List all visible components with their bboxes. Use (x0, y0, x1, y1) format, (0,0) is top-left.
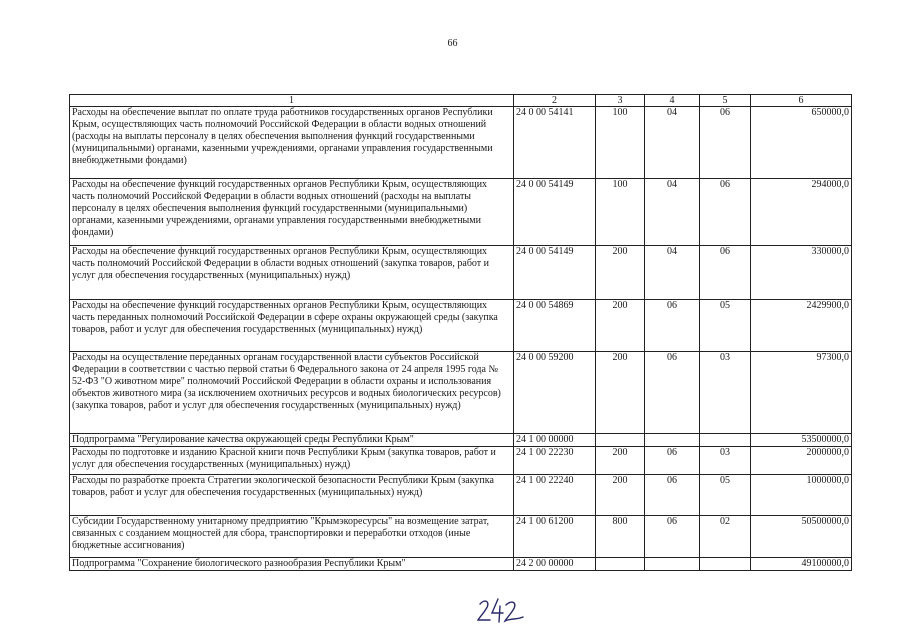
row-description: Расходы по разработке проекта Стратегии экологической безопасности Республики Крым (закупка товаров, работ и услуг для обеспечения государственных (муниципальных) нужд) (70, 475, 514, 516)
header-col-6: 6 (751, 95, 852, 107)
row-amount: 650000,0 (751, 107, 852, 179)
row-expense-type: 800 (596, 516, 645, 558)
row-subsection: 03 (700, 447, 751, 475)
row-section: 06 (645, 300, 700, 352)
table-row (70, 246, 852, 300)
row-expense-type: 200 (596, 475, 645, 516)
row-subsection (700, 434, 751, 447)
row-amount: 294000,0 (751, 179, 852, 246)
row-target-code: 24 0 00 54869 (514, 300, 596, 352)
budget-table (69, 94, 852, 571)
row-expense-type: 200 (596, 246, 645, 300)
page-number: 66 (447, 38, 458, 49)
table-row (70, 516, 852, 558)
header-col-5: 5 (700, 95, 751, 107)
row-section: 06 (645, 475, 700, 516)
row-subsection: 06 (700, 107, 751, 179)
row-target-code: 24 0 00 54141 (514, 107, 596, 179)
row-target-code: 24 1 00 00000 (514, 434, 596, 447)
row-expense-type (596, 558, 645, 571)
row-expense-type: 200 (596, 300, 645, 352)
row-amount: 330000,0 (751, 246, 852, 300)
row-description: Субсидии Государственному унитарному предприятию "Крымэкоресурсы" на возмещение затрат, связанных с созданием мощностей для сбора, транспортировки и переработки отходов (иные бюджетные ассигнования) (70, 516, 514, 558)
row-subsection: 05 (700, 300, 751, 352)
row-subsection: 03 (700, 352, 751, 434)
row-amount: 53500000,0 (751, 434, 852, 447)
row-description: Расходы на обеспечение функций государственных органов Республики Крым, осуществляющих часть полномочий Российской Федерации в области водных отношений (расходы на выплаты персоналу в целях обеспечения выполнения функций государственными (муниципальными) органами, казенными учреждениями, органами управления государственными внебюджетными фондами) (70, 179, 514, 246)
row-target-code: 24 1 00 22230 (514, 447, 596, 475)
row-description: Расходы на осуществление переданных органам государственной власти субъектов Российской Федерации в соответствии с частью первой статьи 6 Федерального закона от 24 апреля 1995 года № 52-ФЗ "О животном мире" полномочий Российской Федерации в области охраны и использования объектов животного мира (за исключением охотничьих ресурсов и водных биологических ресурсов) (закупка товаров, работ и услуг для обеспечения государственных (муниципальных) нужд) (70, 352, 514, 434)
header-col-1: 1 (70, 95, 514, 107)
row-section: 04 (645, 179, 700, 246)
row-target-code: 24 1 00 61200 (514, 516, 596, 558)
row-description: Расходы по подготовке и изданию Красной книги почв Республики Крым (закупка товаров, работ и услуг для обеспечения государственных (муниципальных) нужд) (70, 447, 514, 475)
row-description: Расходы на обеспечение функций государственных органов Республики Крым, осуществляющих часть полномочий Российской Федерации в области водных отношений (закупка товаров, работ и услуг для обеспечения государственных (муниципальных) нужд) (70, 246, 514, 300)
table-row (70, 300, 852, 352)
row-subsection: 05 (700, 475, 751, 516)
row-target-code: 24 0 00 54149 (514, 246, 596, 300)
row-amount: 2000000,0 (751, 447, 852, 475)
row-description: Подпрограмма "Сохранение биологического разнообразия Республики Крым" (70, 558, 514, 571)
row-expense-type (596, 434, 645, 447)
table-row (70, 179, 852, 246)
row-description: Расходы на обеспечение выплат по оплате труда работников государственных органов Республики Крым, осуществляющих часть полномочий Российской Федерации в области водных отношений (расходы на выплаты персоналу в целях обеспечения выполнения функций государственными (муниципальными) органами, казенными учреждениями, органами управления государственными внебюджетными фондами) (70, 107, 514, 179)
row-section (645, 434, 700, 447)
row-expense-type: 200 (596, 352, 645, 434)
row-expense-type: 100 (596, 107, 645, 179)
row-subsection (700, 558, 751, 571)
row-subsection: 02 (700, 516, 751, 558)
row-amount: 2429900,0 (751, 300, 852, 352)
header-col-3: 3 (596, 95, 645, 107)
row-target-code: 24 0 00 59200 (514, 352, 596, 434)
row-description: Расходы на обеспечение функций государственных органов Республики Крым, осуществляющих часть переданных полномочий Российской Федерации в сфере охраны окружающей среды (закупка товаров, работ и услуг для обеспечения государственных (муниципальных) нужд) (70, 300, 514, 352)
row-section (645, 558, 700, 571)
header-col-4: 4 (645, 95, 700, 107)
row-amount: 49100000,0 (751, 558, 852, 571)
row-amount: 1000000,0 (751, 475, 852, 516)
row-subsection: 06 (700, 246, 751, 300)
row-section: 06 (645, 516, 700, 558)
table-row (70, 475, 852, 516)
row-section: 06 (645, 447, 700, 475)
row-target-code: 24 0 00 54149 (514, 179, 596, 246)
row-section: 06 (645, 352, 700, 434)
row-expense-type: 200 (596, 447, 645, 475)
table-header-row (70, 95, 852, 107)
table-row-subprogram (70, 558, 852, 571)
table-row (70, 107, 852, 179)
row-target-code: 24 2 00 00000 (514, 558, 596, 571)
handwritten-page-mark (476, 596, 526, 626)
table-row (70, 352, 852, 434)
row-section: 04 (645, 246, 700, 300)
row-target-code: 24 1 00 22240 (514, 475, 596, 516)
header-col-2: 2 (514, 95, 596, 107)
row-amount: 97300,0 (751, 352, 852, 434)
row-description: Подпрограмма "Регулирование качества окружающей среды Республики Крым" (70, 434, 514, 447)
row-subsection: 06 (700, 179, 751, 246)
row-section: 04 (645, 107, 700, 179)
row-amount: 50500000,0 (751, 516, 852, 558)
table-row (70, 447, 852, 475)
table-row-subprogram (70, 434, 852, 447)
row-expense-type: 100 (596, 179, 645, 246)
